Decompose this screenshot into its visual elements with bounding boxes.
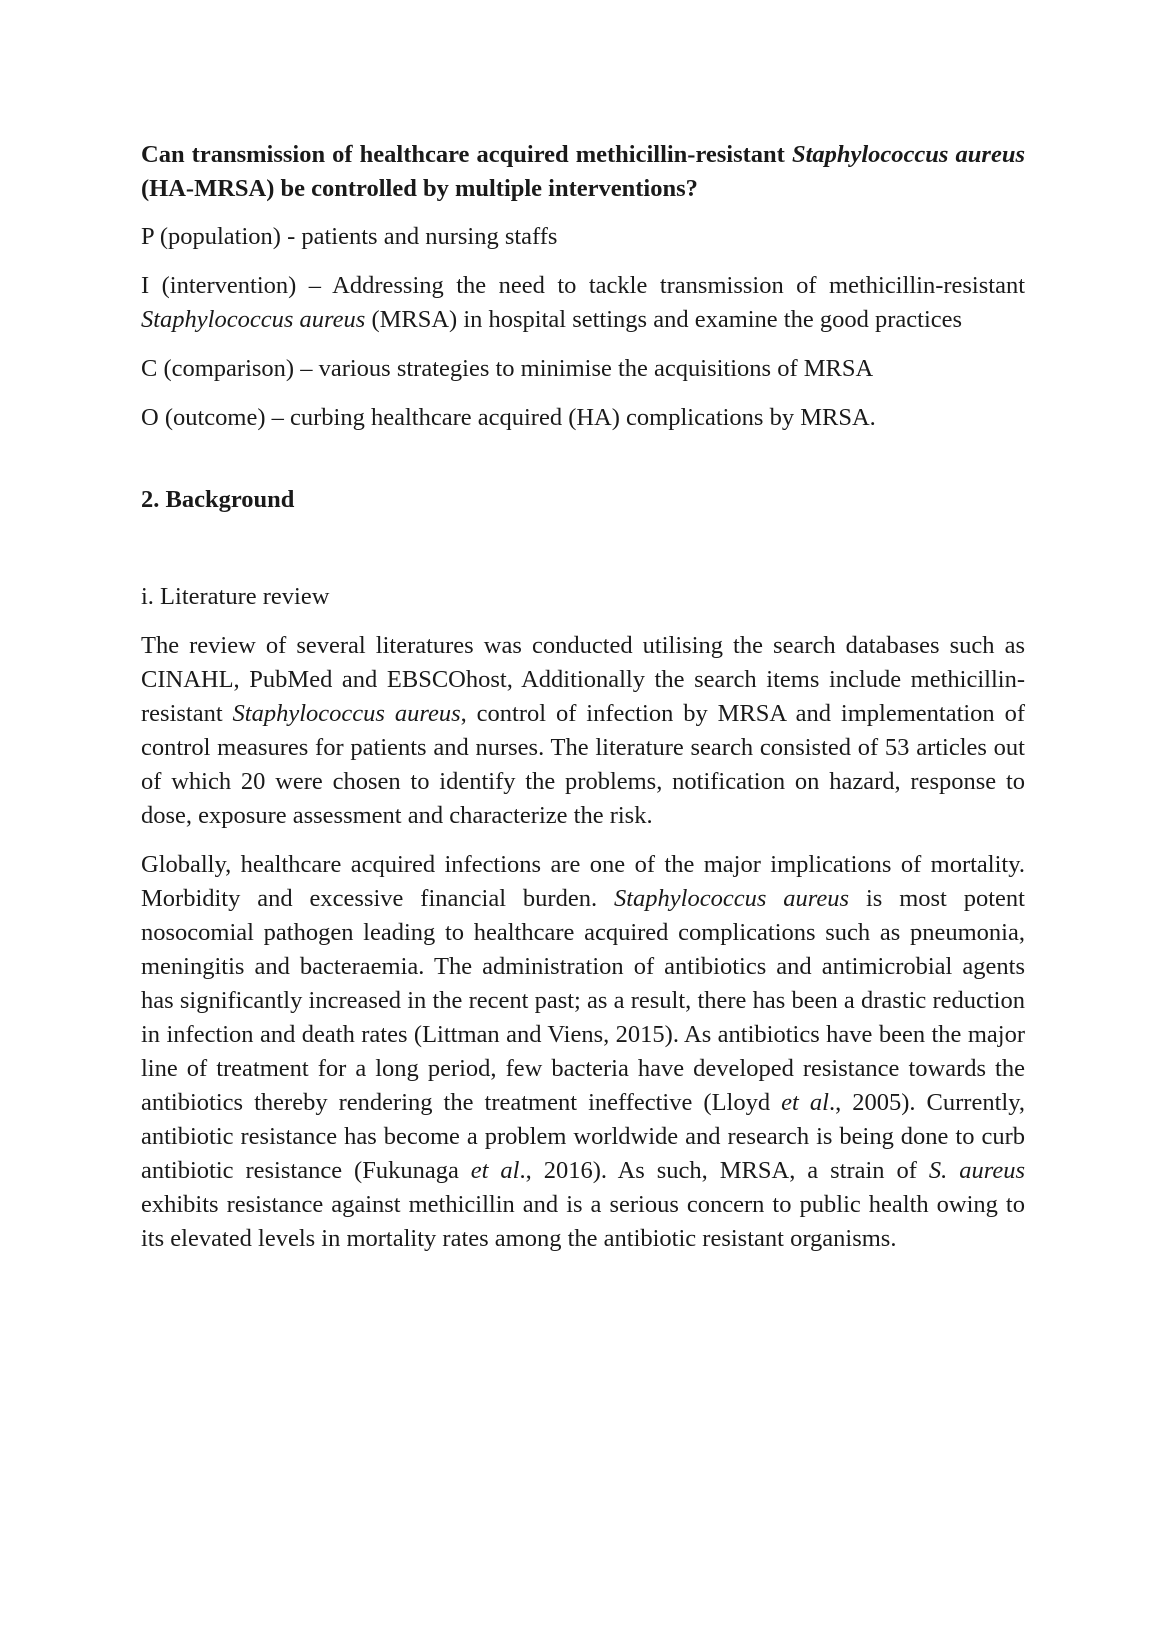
italic-term: Staphylococcus aureus [141,306,366,333]
pico-intervention: I (intervention) – Addressing the need to tackle transmission of methicillin-resistant Staphylococcus aureus (MRSA) in hospital settings and examine the good practices [141,272,1025,333]
pico-population: P (population) - patients and nursing staffs [141,223,558,250]
italic-term: Staphylococcus aureus [232,700,461,727]
body-paragraph-global-context: Globally, healthcare acquired infections are one of the major implications of mortality. Morbidity and excessive financial burden. Staphylococcus aureus is most potent nosocomial pathogen leading to healthcare acquired complications such as pneumonia, meningitis and bacteraemia. The administration of antibiotics and antimicrobial agents has significantly increased in the recent past; as a result, there has been a drastic reduction in infection and death rates (Littman and Viens, 2015). As antibiotics have been the major line of treatment for a long period, few bacteria have developed resistance towards the antibiotics thereby rendering the treatment ineffective (Lloyd et al., 2005). Currently, antibiotic resistance has become a problem worldwide and research is being done to curb antibiotic resistance (Fukunaga et al., 2016). As such, MRSA, a strain of S. aureus exhibits resistance against methicillin and is a serious concern to public health owing to its elevated levels in mortality rates among the antibiotic resistant organisms. [141,851,1025,1252]
document-page [141,138,1025,1271]
section-heading: 2. Background [141,486,295,513]
italic-term: Staphylococcus aureus [613,885,850,912]
body-paragraph-literature-search: The review of several literatures was conducted utilising the search databases such as CINAHL, PubMed and EBSCOhost, Additionally the search items include methicillin-resistant Staphylococcus aureus, control of infection by MRSA and implementation of control measures for patients and nurses. The literature search consisted of 53 articles out of which 20 were chosen to identify the problems, notification on hazard, response to dose, exposure assessment and characterize the risk. [141,632,1025,829]
subsection-heading: i. Literature review [141,583,330,610]
pico-outcome: O (outcome) – curbing healthcare acquired (HA) complications by MRSA. [141,404,876,431]
research-question-title: Can transmission of healthcare acquired methicillin-resistant Staphylococcus aureus (HA-MRSA) be controlled by multiple interventions? [141,141,1025,202]
italic-term: et al [781,1089,829,1116]
pico-comparison: C (comparison) – various strategies to minimise the acquisitions of MRSA [141,355,874,382]
italic-term: et al [470,1157,520,1184]
italic-term: Staphylococcus aureus [791,141,1025,168]
italic-term: S. aureus [928,1157,1025,1184]
